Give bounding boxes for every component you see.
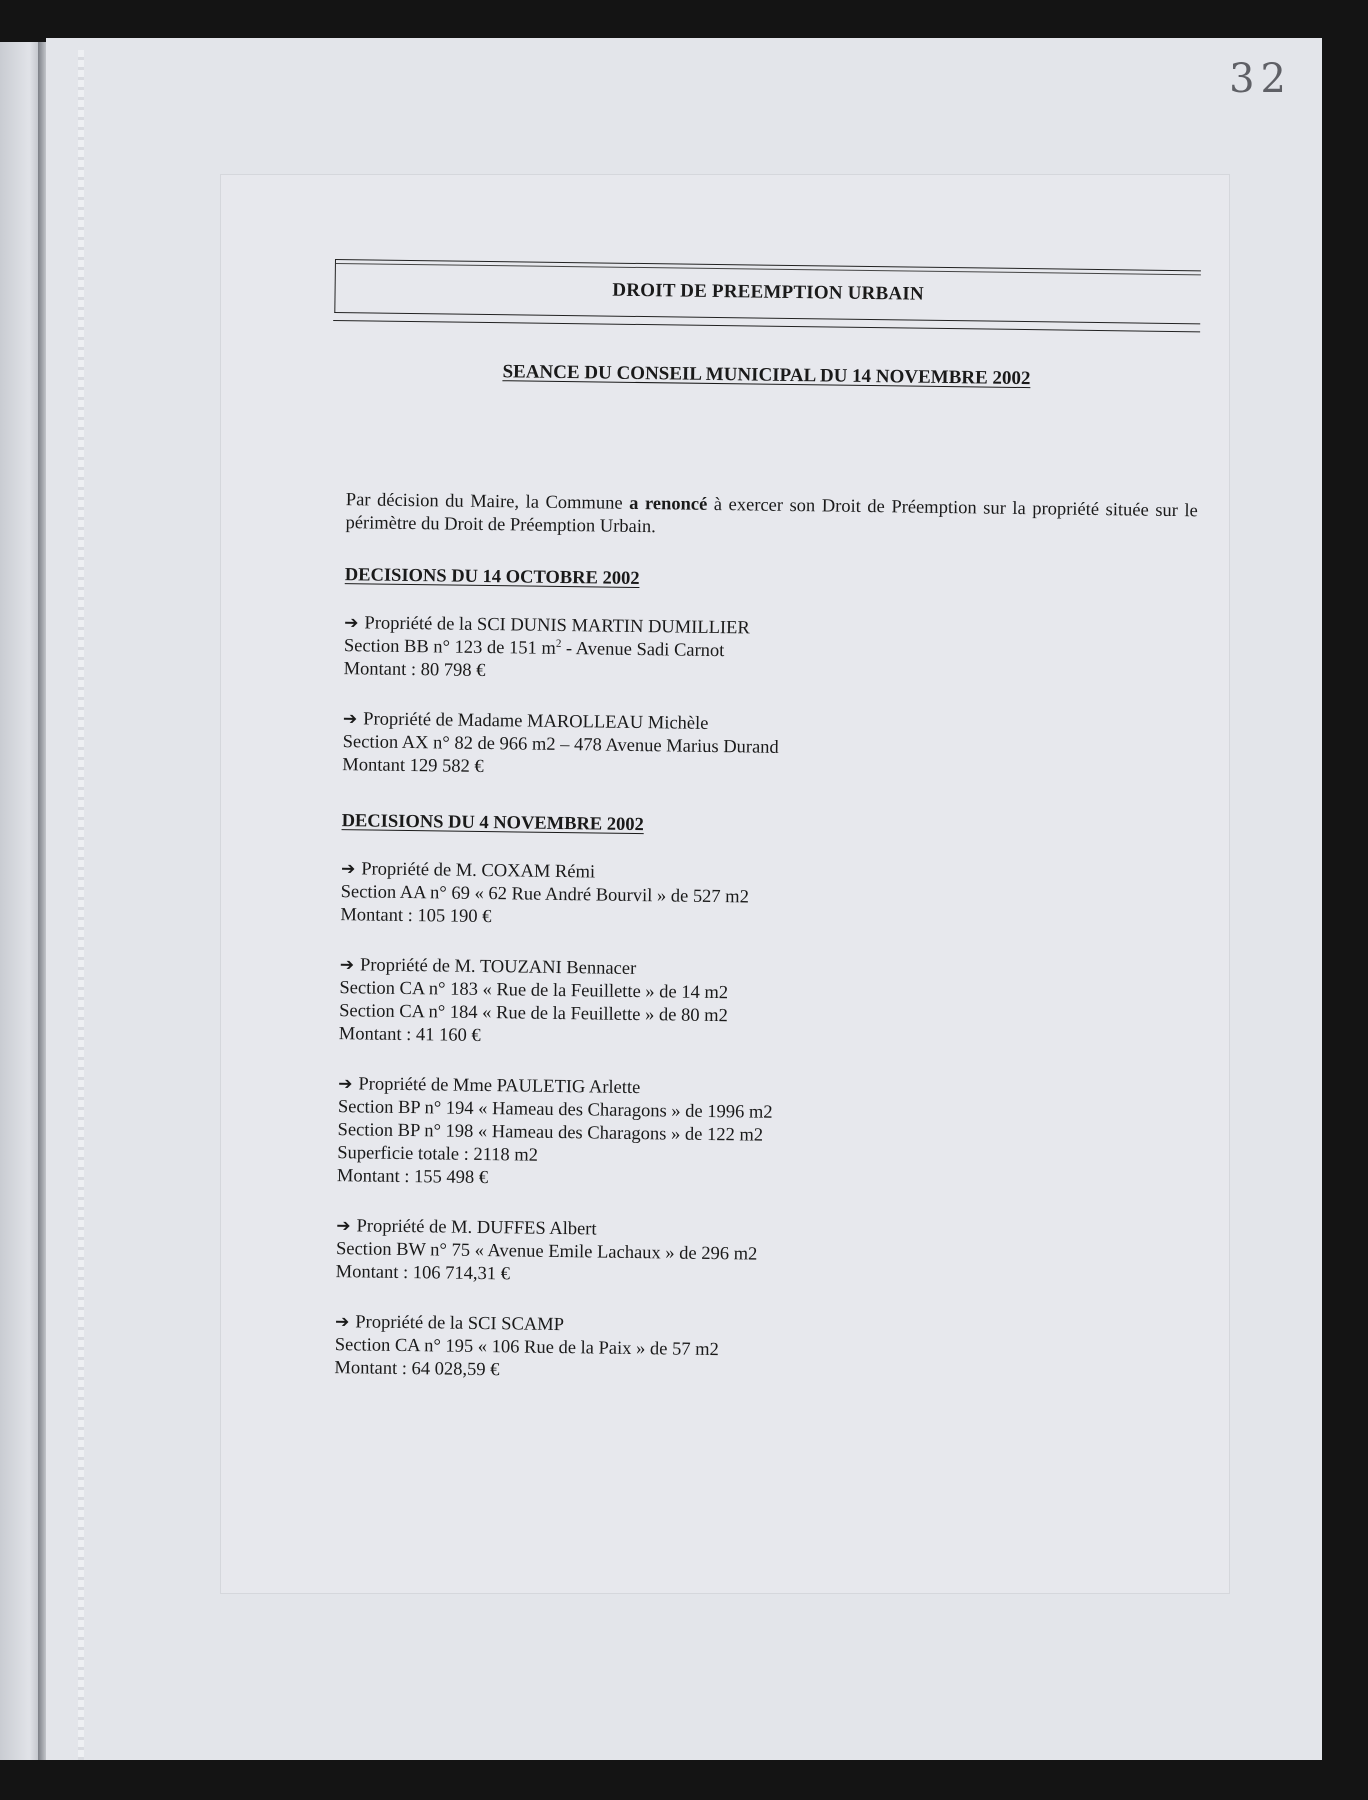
entry-amount: Montant : 41 160 € bbox=[338, 1024, 481, 1046]
entry-title: Propriété de M. TOUZANI Bennacer bbox=[359, 955, 637, 980]
entry-title: Propriété de la SCI DUNIS MARTIN DUMILLIER bbox=[364, 613, 750, 639]
entry-title: Propriété de Madame MAROLLEAU Michèle bbox=[363, 709, 709, 734]
entry-amount: Montant : 106 714,31 € bbox=[335, 1262, 511, 1285]
arrow-right-icon: ➔ bbox=[340, 859, 356, 880]
section-heading-november: DECISIONS DU 4 NOVEMBRE 2002 bbox=[341, 811, 644, 836]
arrow-right-icon: ➔ bbox=[338, 1074, 353, 1095]
entry-section-line: Section BP n° 194 « Hameau des Charagons » de 1996 m2 bbox=[337, 1097, 773, 1123]
arrow-right-icon: ➔ bbox=[336, 1216, 351, 1237]
intro-paragraph bbox=[345, 489, 1198, 546]
facing-page-edge bbox=[0, 42, 42, 1760]
property-entry bbox=[340, 858, 1193, 938]
property-entry bbox=[342, 708, 1195, 788]
arrow-right-icon: ➔ bbox=[342, 709, 358, 730]
pasted-sheet bbox=[220, 174, 1230, 1594]
superscript: 2 bbox=[555, 637, 562, 650]
entry-section-text: Section BB n° 123 de 151 m bbox=[343, 636, 556, 659]
arrow-right-icon: ➔ bbox=[339, 955, 355, 976]
entry-amount: Montant : 64 028,59 € bbox=[334, 1358, 500, 1381]
page-perforated-edge bbox=[78, 50, 84, 1760]
entry-section-line: Section CA n° 183 « Rue de la Feuillette » de 14 m2 bbox=[339, 978, 729, 1004]
property-entry bbox=[343, 612, 1196, 692]
entry-amount: Montant : 155 498 € bbox=[336, 1166, 489, 1189]
property-entry bbox=[334, 1311, 1187, 1391]
title-box bbox=[334, 259, 1201, 324]
entry-title: Propriété de la SCI SCAMP bbox=[355, 1312, 565, 1336]
intro-text-bold: a renoncé bbox=[629, 493, 708, 515]
document-title: DROIT DE PREEMPTION URBAIN bbox=[612, 279, 924, 305]
page-number: 32 bbox=[1229, 56, 1292, 102]
property-entry bbox=[339, 954, 1192, 1057]
property-entry bbox=[337, 1073, 1190, 1199]
seance-heading: SEANCE DU CONSEIL MUNICIPAL DU 14 NOVEMBRE 2002 bbox=[502, 361, 1031, 390]
entry-title: Propriété de Mme PAULETIG Arlette bbox=[358, 1074, 641, 1099]
entry-section-line: Section AA n° 69 « 62 Rue André Bourvil » de 527 m2 bbox=[340, 882, 750, 908]
entry-section-line: Section CA n° 195 « 106 Rue de la Paix » de 57 m2 bbox=[334, 1335, 719, 1361]
entry-amount: Montant : 105 190 € bbox=[340, 905, 492, 928]
intro-text-start: Par décision du Maire, la Commune bbox=[345, 490, 630, 514]
entry-section-line: Section BP n° 198 « Hameau des Charagons » de 122 m2 bbox=[337, 1120, 764, 1146]
entry-title: Propriété de M. COXAM Rémi bbox=[361, 859, 596, 883]
sheet-content bbox=[320, 259, 1201, 1391]
property-entry bbox=[336, 1215, 1189, 1295]
entry-amount: Montant : 80 798 € bbox=[343, 659, 486, 682]
section-heading-october: DECISIONS DU 14 OCTOBRE 2002 bbox=[344, 565, 640, 590]
entry-section-line: Section AX n° 82 de 966 m2 – 478 Avenue Marius Durand bbox=[342, 732, 779, 758]
entry-total-area: Superficie totale : 2118 m2 bbox=[337, 1143, 539, 1166]
entry-title: Propriété de M. DUFFES Albert bbox=[356, 1216, 597, 1240]
entry-section-text-end: - Avenue Sadi Carnot bbox=[561, 638, 725, 662]
entry-section-line: Section CA n° 184 « Rue de la Feuillette » de 80 m2 bbox=[339, 1001, 728, 1027]
arrow-right-icon: ➔ bbox=[344, 613, 359, 634]
arrow-right-icon: ➔ bbox=[334, 1312, 350, 1333]
intro-text-end: à exercer son Droit de Préemption sur la propriété située sur le périmètre du Droit de Préemption Urbain. bbox=[345, 494, 1198, 538]
entry-section-line: Section BW n° 75 « Avenue Emile Lachaux » de 296 m2 bbox=[335, 1239, 758, 1265]
entry-amount: Montant 129 582 € bbox=[342, 755, 484, 777]
